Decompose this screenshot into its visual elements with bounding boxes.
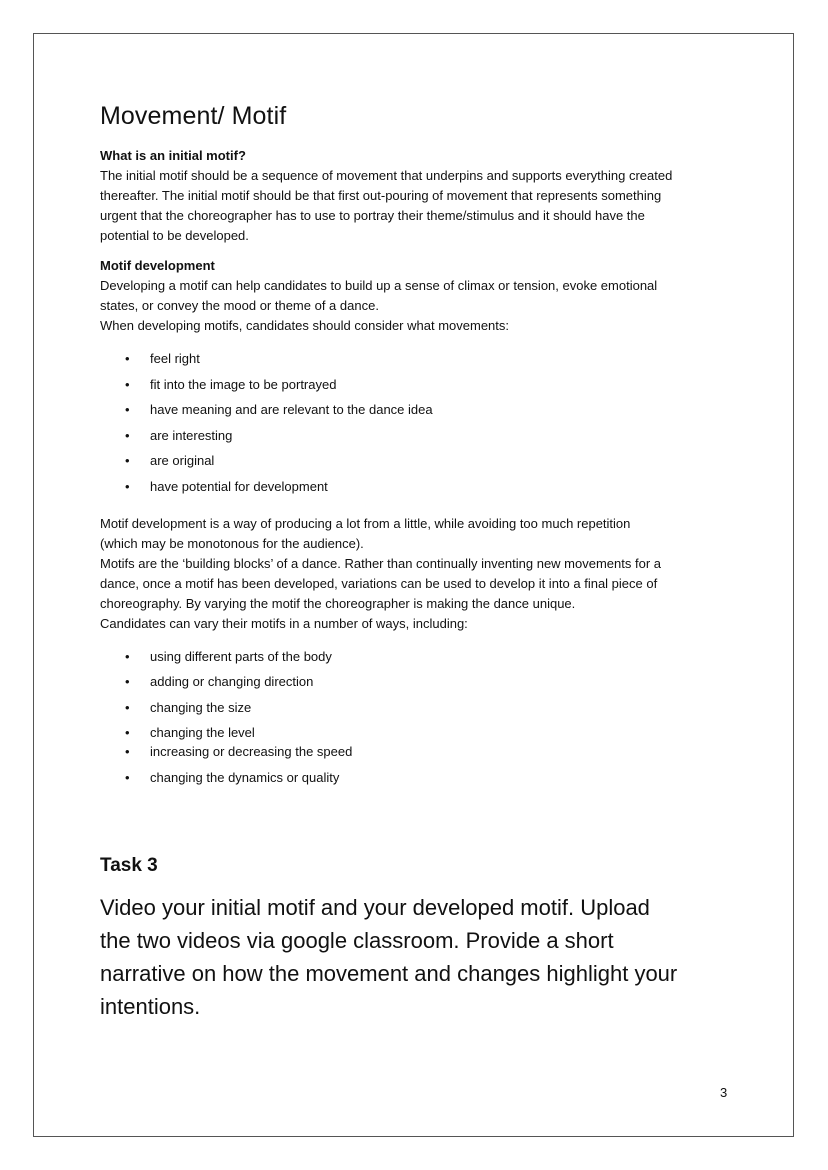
- paragraph-line: potential to be developed.: [100, 228, 249, 243]
- document-content: [100, 100, 740, 1023]
- list-item: • changing the size: [125, 699, 252, 715]
- list-item: • increasing or decreasing the speed: [125, 744, 353, 760]
- page-title: Movement/ Motif: [100, 102, 287, 130]
- paragraph-line: (which may be monotonous for the audience).: [100, 535, 364, 551]
- bullet-icon: •: [125, 478, 130, 494]
- bullet-icon: •: [125, 744, 130, 760]
- bullet-icon: •: [125, 725, 130, 741]
- list-item: • using different parts of the body: [125, 648, 332, 664]
- task-line: Video your initial motif and your developed motif. Upload: [100, 894, 650, 920]
- list-item: • fit into the image to be portrayed: [125, 376, 337, 392]
- task-line: the two videos via google classroom. Provide a short: [100, 927, 614, 953]
- bullet-icon: •: [125, 402, 130, 418]
- bullet-icon: •: [125, 648, 130, 664]
- list-item: • are original: [125, 453, 215, 469]
- list-item: • feel right: [125, 351, 200, 366]
- bullet-icon: •: [125, 427, 130, 443]
- bullet-list-variations: [100, 648, 740, 787]
- bullet-icon: •: [125, 769, 130, 785]
- bullet-icon: •: [125, 453, 130, 469]
- list-item: • adding or changing direction: [125, 674, 314, 690]
- paragraph-line: states, or convey the mood or theme of a dance.: [100, 298, 379, 313]
- paragraph-line: thereafter. The initial motif should be that first out-pouring of movement that represents something: [100, 188, 662, 203]
- paragraph-line: Motifs are the ‘building blocks’ of a dance. Rather than continually inventing new movements for a: [100, 555, 661, 571]
- paragraph-line: dance, once a motif has been developed, variations can be used to develop it into a final piece of: [100, 575, 658, 591]
- paragraph-line: Motif development is a way of producing a lot from a little, while avoiding too much repetition: [100, 515, 631, 531]
- list-item: • are interesting: [125, 427, 233, 443]
- list-item: • changing the dynamics or quality: [125, 769, 340, 785]
- paragraph-line: choreography. By varying the motif the choreographer is making the dance unique.: [100, 595, 576, 611]
- task-line: narrative on how the movement and changes highlight your: [100, 960, 678, 986]
- bullet-list-movements: [100, 350, 740, 496]
- bullet-icon: •: [125, 351, 130, 366]
- list-item: • changing the level: [125, 725, 255, 741]
- paragraph-line: Developing a motif can help candidates to build up a sense of climax or tension, evoke emotional: [100, 278, 658, 293]
- paragraph-line: The initial motif should be a sequence of movement that underpins and supports everything created: [100, 168, 673, 183]
- bullet-icon: •: [125, 699, 130, 715]
- list-item: • have potential for development: [125, 478, 328, 494]
- section-heading-initial-motif: What is an initial motif?: [100, 148, 246, 163]
- list-item: • have meaning and are relevant to the dance idea: [125, 402, 433, 418]
- bullet-icon: •: [125, 376, 130, 392]
- paragraph-line: When developing motifs, candidates should consider what movements:: [100, 318, 509, 333]
- bullet-icon: •: [125, 674, 130, 690]
- page-number: 3: [720, 1085, 728, 1100]
- paragraph-line: Candidates can vary their motifs in a number of ways, including:: [100, 615, 468, 631]
- task-line: intentions.: [100, 993, 201, 1019]
- paragraph-line: urgent that the choreographer has to use to portray their theme/stimulus and it should have the: [100, 208, 645, 223]
- task-title: Task 3: [100, 854, 158, 876]
- section-heading-motif-development: Motif development: [100, 258, 215, 273]
